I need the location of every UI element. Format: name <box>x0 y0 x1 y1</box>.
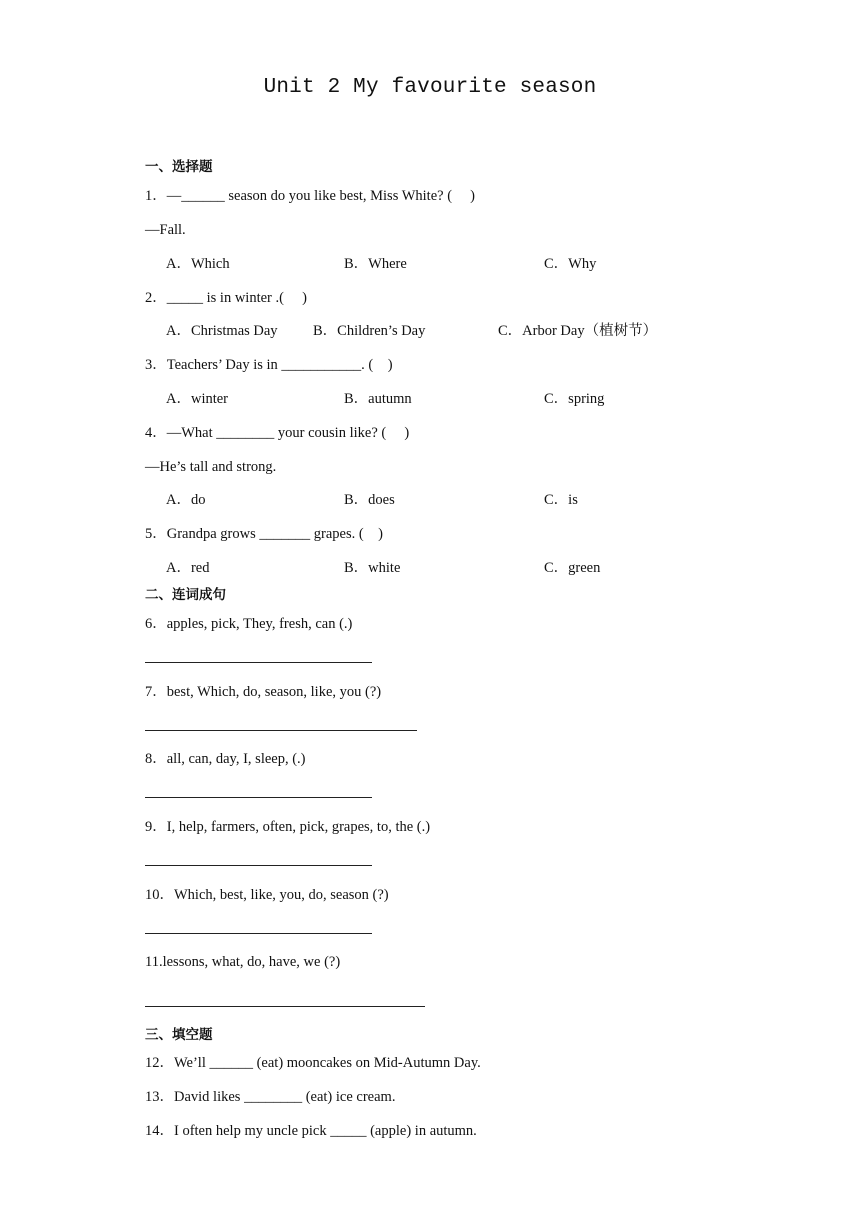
q2-option-a: A．Christmas Day <box>166 323 278 339</box>
q4-option-b: B．does <box>344 492 395 508</box>
answer-line-10 <box>145 933 372 934</box>
question-14: 14．I often help my uncle pick _____ (apple) in autumn. <box>145 1123 477 1139</box>
q2-option-b: B．Children’s Day <box>313 323 426 339</box>
q1-option-b: B．Where <box>344 256 407 272</box>
question-12: 12．We’ll ______ (eat) mooncakes on Mid-Autumn Day. <box>145 1055 481 1071</box>
question-11: 11.lessons, what, do, have, we (?) <box>145 954 341 970</box>
q2-option-c: C．Arbor Day（植树节） <box>498 323 658 339</box>
q5-option-a: A．red <box>166 560 210 576</box>
q3-option-c: C．spring <box>544 391 605 407</box>
question-13: 13．David likes ________ (eat) ice cream. <box>145 1089 396 1105</box>
question-3: 3．Teachers’ Day is in ___________. ( ) <box>145 357 393 373</box>
q3-option-b: B．autumn <box>344 391 412 407</box>
q1-option-c: C．Why <box>544 256 597 272</box>
question-4-reply: —He’s tall and strong. <box>145 459 277 475</box>
question-4: 4．—What ________ your cousin like? ( ) <box>145 425 410 441</box>
q4-option-c: C．is <box>544 492 578 508</box>
page-title: Unit 2 My favourite season <box>263 76 597 99</box>
answer-line-11 <box>145 1006 425 1007</box>
question-6: 6．apples, pick, They, fresh, can (.) <box>145 616 353 632</box>
question-7: 7．best, Which, do, season, like, you (?) <box>145 684 382 700</box>
question-8: 8．all, can, day, I, sleep, (.) <box>145 751 306 767</box>
q1-option-a: A．Which <box>166 256 230 272</box>
section-heading-fill: 三、填空题 <box>145 1027 213 1043</box>
question-2: 2．_____ is in winter .( ) <box>145 290 307 306</box>
q5-option-c: C．green <box>544 560 601 576</box>
q5-option-b: B．white <box>344 560 401 576</box>
answer-line-7 <box>145 730 417 731</box>
question-1: 1．—______ season do you like best, Miss White? ( ) <box>145 188 475 204</box>
q3-option-a: A．winter <box>166 391 229 407</box>
answer-line-8 <box>145 797 372 798</box>
q4-option-a: A．do <box>166 492 206 508</box>
question-1-reply: —Fall. <box>145 222 186 238</box>
question-9: 9．I, help, farmers, often, pick, grapes, to, the (.) <box>145 819 431 835</box>
section-heading-choice: 一、选择题 <box>145 159 213 175</box>
question-5: 5．Grandpa grows _______ grapes. ( ) <box>145 526 383 542</box>
answer-line-6 <box>145 662 372 663</box>
question-10: 10．Which, best, like, you, do, season (?) <box>145 887 389 903</box>
answer-line-9 <box>145 865 372 866</box>
section-heading-sentence: 二、连词成句 <box>145 587 226 603</box>
